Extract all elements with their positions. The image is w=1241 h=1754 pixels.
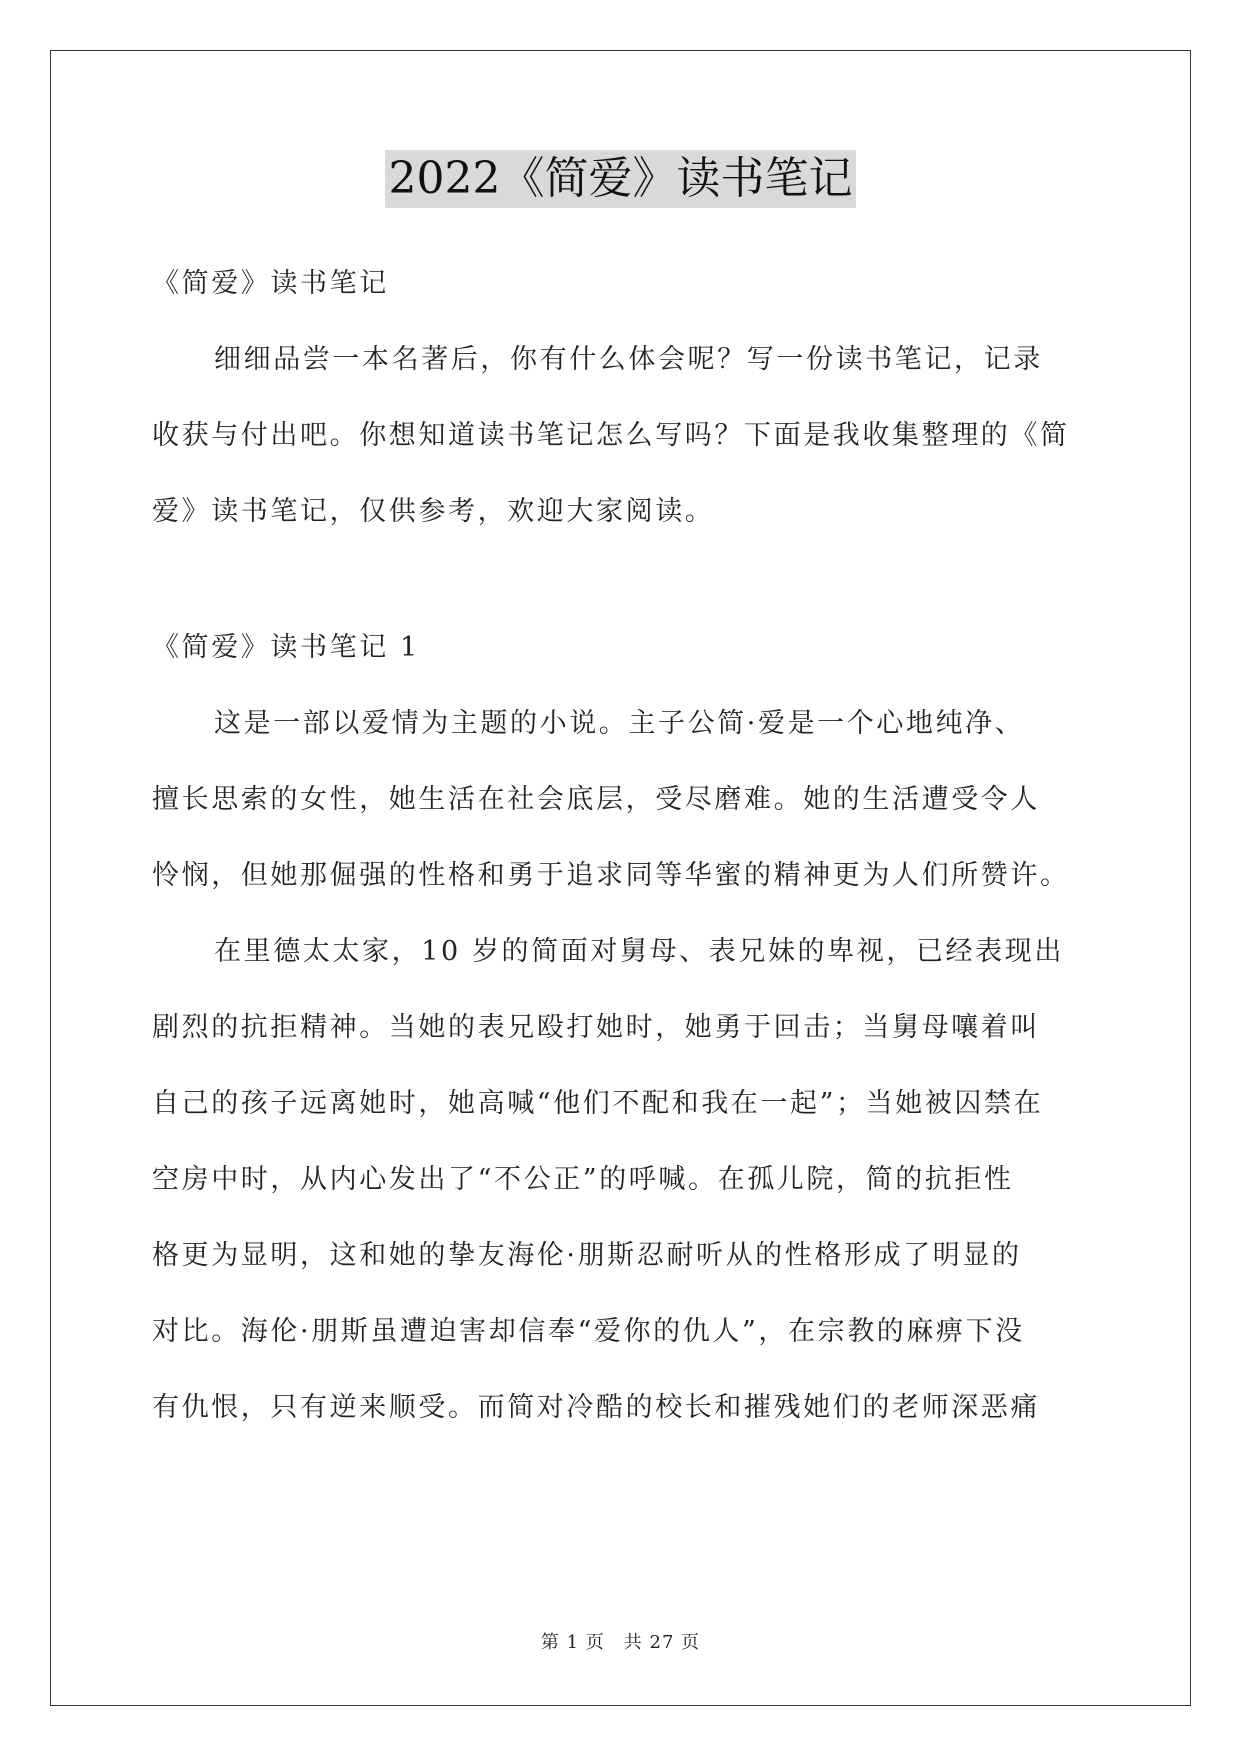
intro-line: 爱》读书笔记，仅供参考，欢迎大家阅读。: [152, 496, 715, 527]
section-line: 对比。海伦·朋斯虽遭迫害却信奉“爱你的仇人”，在宗教的麻痹下没: [152, 1316, 1025, 1347]
document-heading: 《简爱》读书笔记: [152, 268, 389, 299]
section-line: 怜悯，但她那倔强的性格和勇于追求同等华蜜的精神更为人们所赞许。: [152, 860, 1070, 891]
section-heading: 《简爱》读书笔记 1: [152, 632, 420, 663]
section-line: 擅长思索的女性，她生活在社会底层，受尽磨难。她的生活遭受令人: [152, 784, 1040, 815]
section-line: 有仇恨，只有逆来顺受。而简对冷酷的校长和摧残她们的老师深恶痛: [152, 1392, 1040, 1423]
section-line: 在里德太太家，10 岁的简面对舅母、表兄妹的卑视，已经表现出: [214, 936, 1064, 967]
section-line: 空房中时，从内心发出了“不公正”的呼喊。在孤儿院，简的抗拒性: [152, 1164, 1014, 1195]
section-line: 剧烈的抗拒精神。当她的表兄殴打她时，她勇于回击；当舅母嚷着叫: [152, 1012, 1040, 1043]
intro-line: 收获与付出吧。你想知道读书笔记怎么写吗？下面是我收集整理的《简: [152, 420, 1070, 451]
page-footer: 第 1 页 共 27 页: [540, 1632, 701, 1653]
section-gap: [152, 566, 1090, 626]
title-wrap: [0, 150, 1241, 208]
intro-line: 细细品尝一本名著后，你有什么体会呢？写一份读书笔记，记录: [214, 344, 1043, 375]
document-title: 2022《简爱》读书笔记: [385, 150, 857, 208]
section-line: 这是一部以爱情为主题的小说。主子公简·爱是一个心地纯净、: [214, 708, 1025, 739]
section-line: 格更为显明，这和她的挚友海伦·朋斯忍耐听从的性格形成了明显的: [152, 1240, 1022, 1271]
section-line: 自己的孩子远离她时，她高喊“他们不配和我在一起”；当她被囚禁在: [152, 1088, 1044, 1119]
document-body: [152, 262, 1090, 1462]
